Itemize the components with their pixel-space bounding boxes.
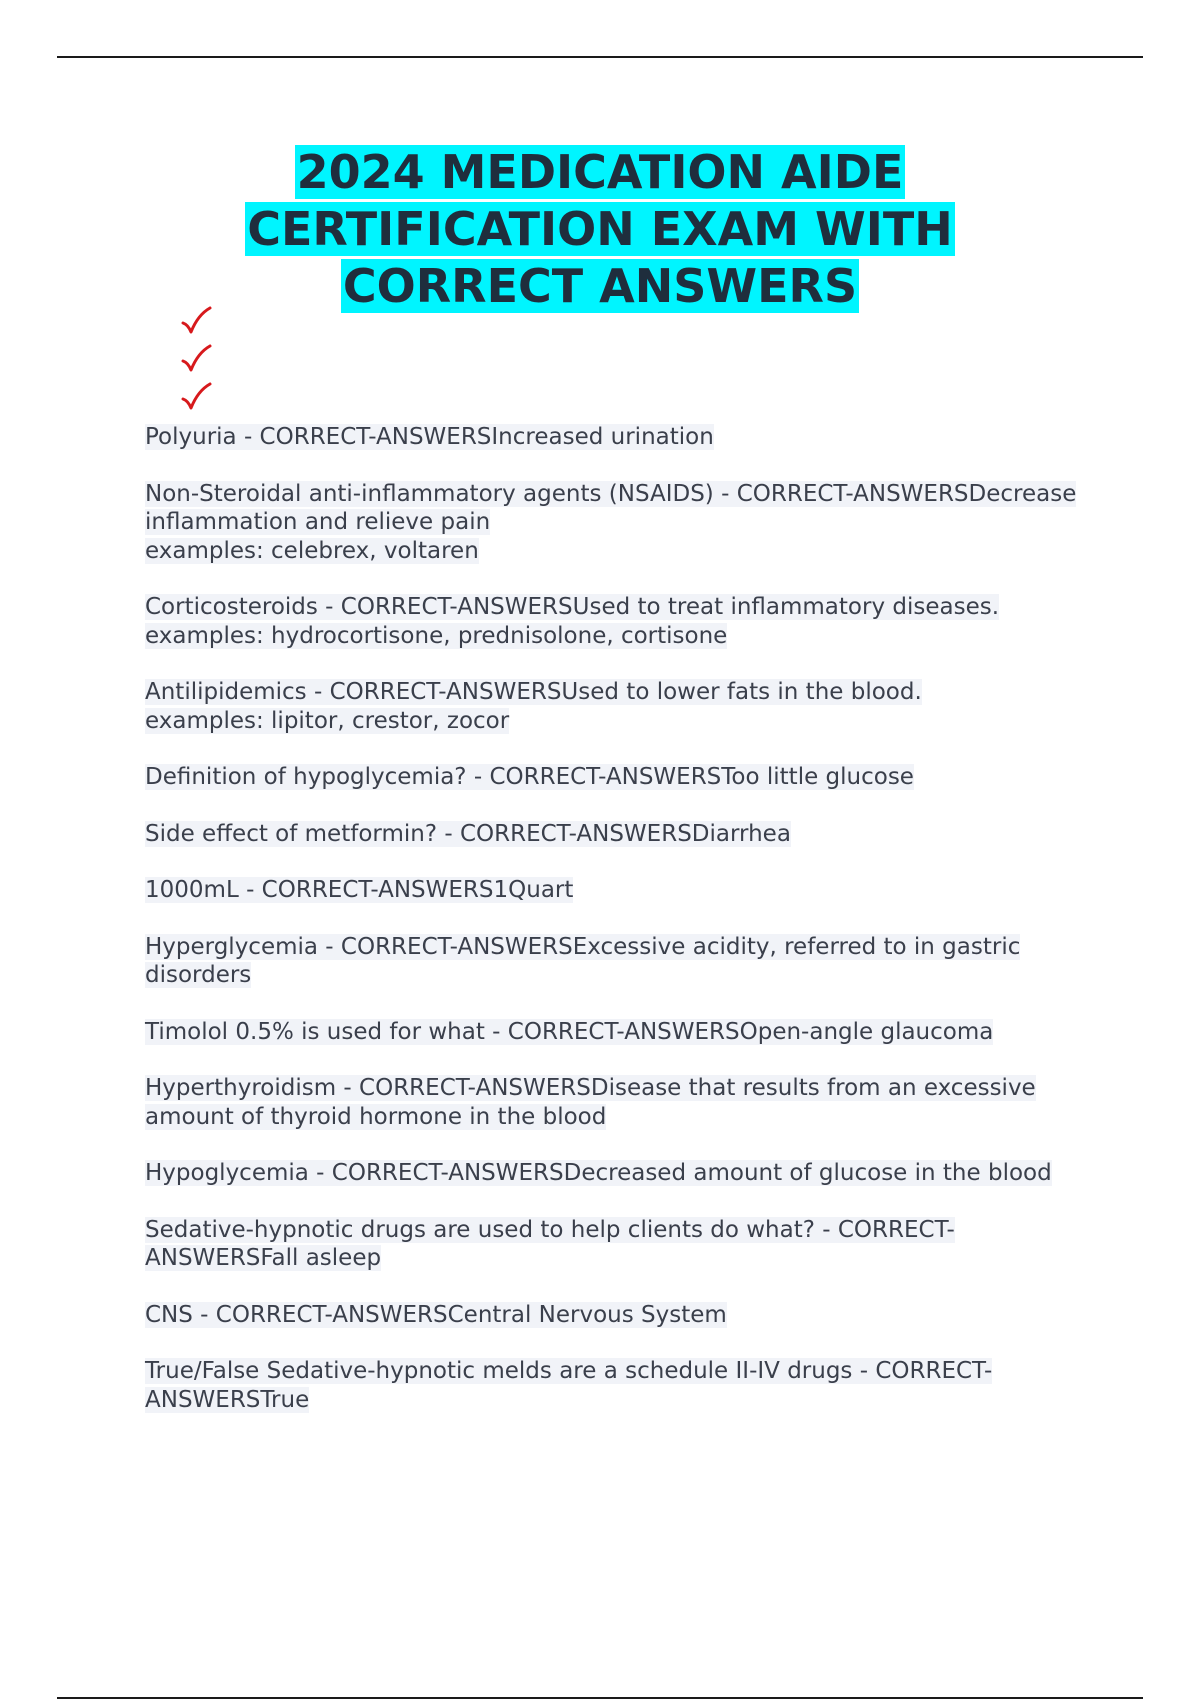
qa-example: examples: celebrex, voltaren (145, 537, 479, 564)
checkmark-group (180, 304, 220, 418)
qa-text: True/False Sedative-hypnotic melds are a schedule II-IV drugs - CORRECT-ANSWERSTrue (145, 1358, 993, 1413)
qa-item (145, 480, 1095, 566)
bottom-rule (57, 1697, 1143, 1699)
qa-text: Antilipidemics - CORRECT-ANSWERSUsed to lower fats in the blood. (145, 679, 922, 705)
qa-item (145, 820, 1095, 849)
checkmark-icon (180, 380, 212, 414)
qa-item (145, 763, 1095, 792)
qa-text: Definition of hypoglycemia? - CORRECT-ANSWERSToo little glucose (145, 764, 914, 790)
qa-item (145, 423, 1095, 452)
qa-item (145, 1159, 1095, 1188)
qa-example: examples: lipitor, crestor, zocor (145, 707, 510, 734)
qa-text: Polyuria - CORRECT-ANSWERSIncreased urination (145, 424, 714, 450)
qa-text: Side effect of metformin? - CORRECT-ANSWERSDiarrhea (145, 820, 791, 847)
checkmark-icon (180, 342, 212, 376)
qa-text: Non-Steroidal anti-inflammatory agents (NSAIDS) - CORRECT-ANSWERSDecrease inflammation and relieve pain (145, 480, 1077, 535)
qa-text: Corticosteroids - CORRECT-ANSWERSUsed to treat inflammatory diseases. (145, 594, 1000, 620)
qa-text: Hyperthyroidism - CORRECT-ANSWERSDisease that results from an excessive amount of thyroid hormone in the blood (145, 1075, 1036, 1130)
title-line-1: 2024 MEDICATION AIDE (296, 145, 904, 199)
qa-list (145, 423, 1095, 1442)
qa-text: Timolol 0.5% is used for what - CORRECT-ANSWERSOpen-angle glaucoma (145, 1018, 994, 1045)
qa-example: examples: hydrocortisone, prednisolone, cortisone (145, 622, 728, 649)
top-rule (57, 56, 1143, 58)
qa-text: 1000mL - CORRECT-ANSWERS1Quart (145, 877, 574, 903)
qa-item (145, 1216, 1095, 1273)
title-line-3: CORRECT ANSWERS (342, 259, 858, 313)
qa-item (145, 1301, 1095, 1330)
document-title (100, 144, 1100, 315)
qa-item (145, 593, 1095, 650)
qa-text: Hyperglycemia - CORRECT-ANSWERSExcessive acidity, referred to in gastric disorders (145, 933, 1021, 988)
qa-item (145, 678, 1095, 735)
qa-text: Sedative-hypnotic drugs are used to help clients do what? - CORRECT-ANSWERSFall asleep (145, 1216, 955, 1271)
qa-text: CNS - CORRECT-ANSWERSCentral Nervous System (145, 1301, 727, 1328)
qa-item (145, 1357, 1095, 1414)
qa-item (145, 1018, 1095, 1047)
checkmark-icon (180, 304, 212, 338)
qa-item (145, 876, 1095, 905)
qa-item (145, 933, 1095, 990)
title-line-2: CERTIFICATION EXAM WITH (247, 202, 953, 256)
qa-item (145, 1074, 1095, 1131)
qa-text: Hypoglycemia - CORRECT-ANSWERSDecreased amount of glucose in the blood (145, 1160, 1052, 1186)
